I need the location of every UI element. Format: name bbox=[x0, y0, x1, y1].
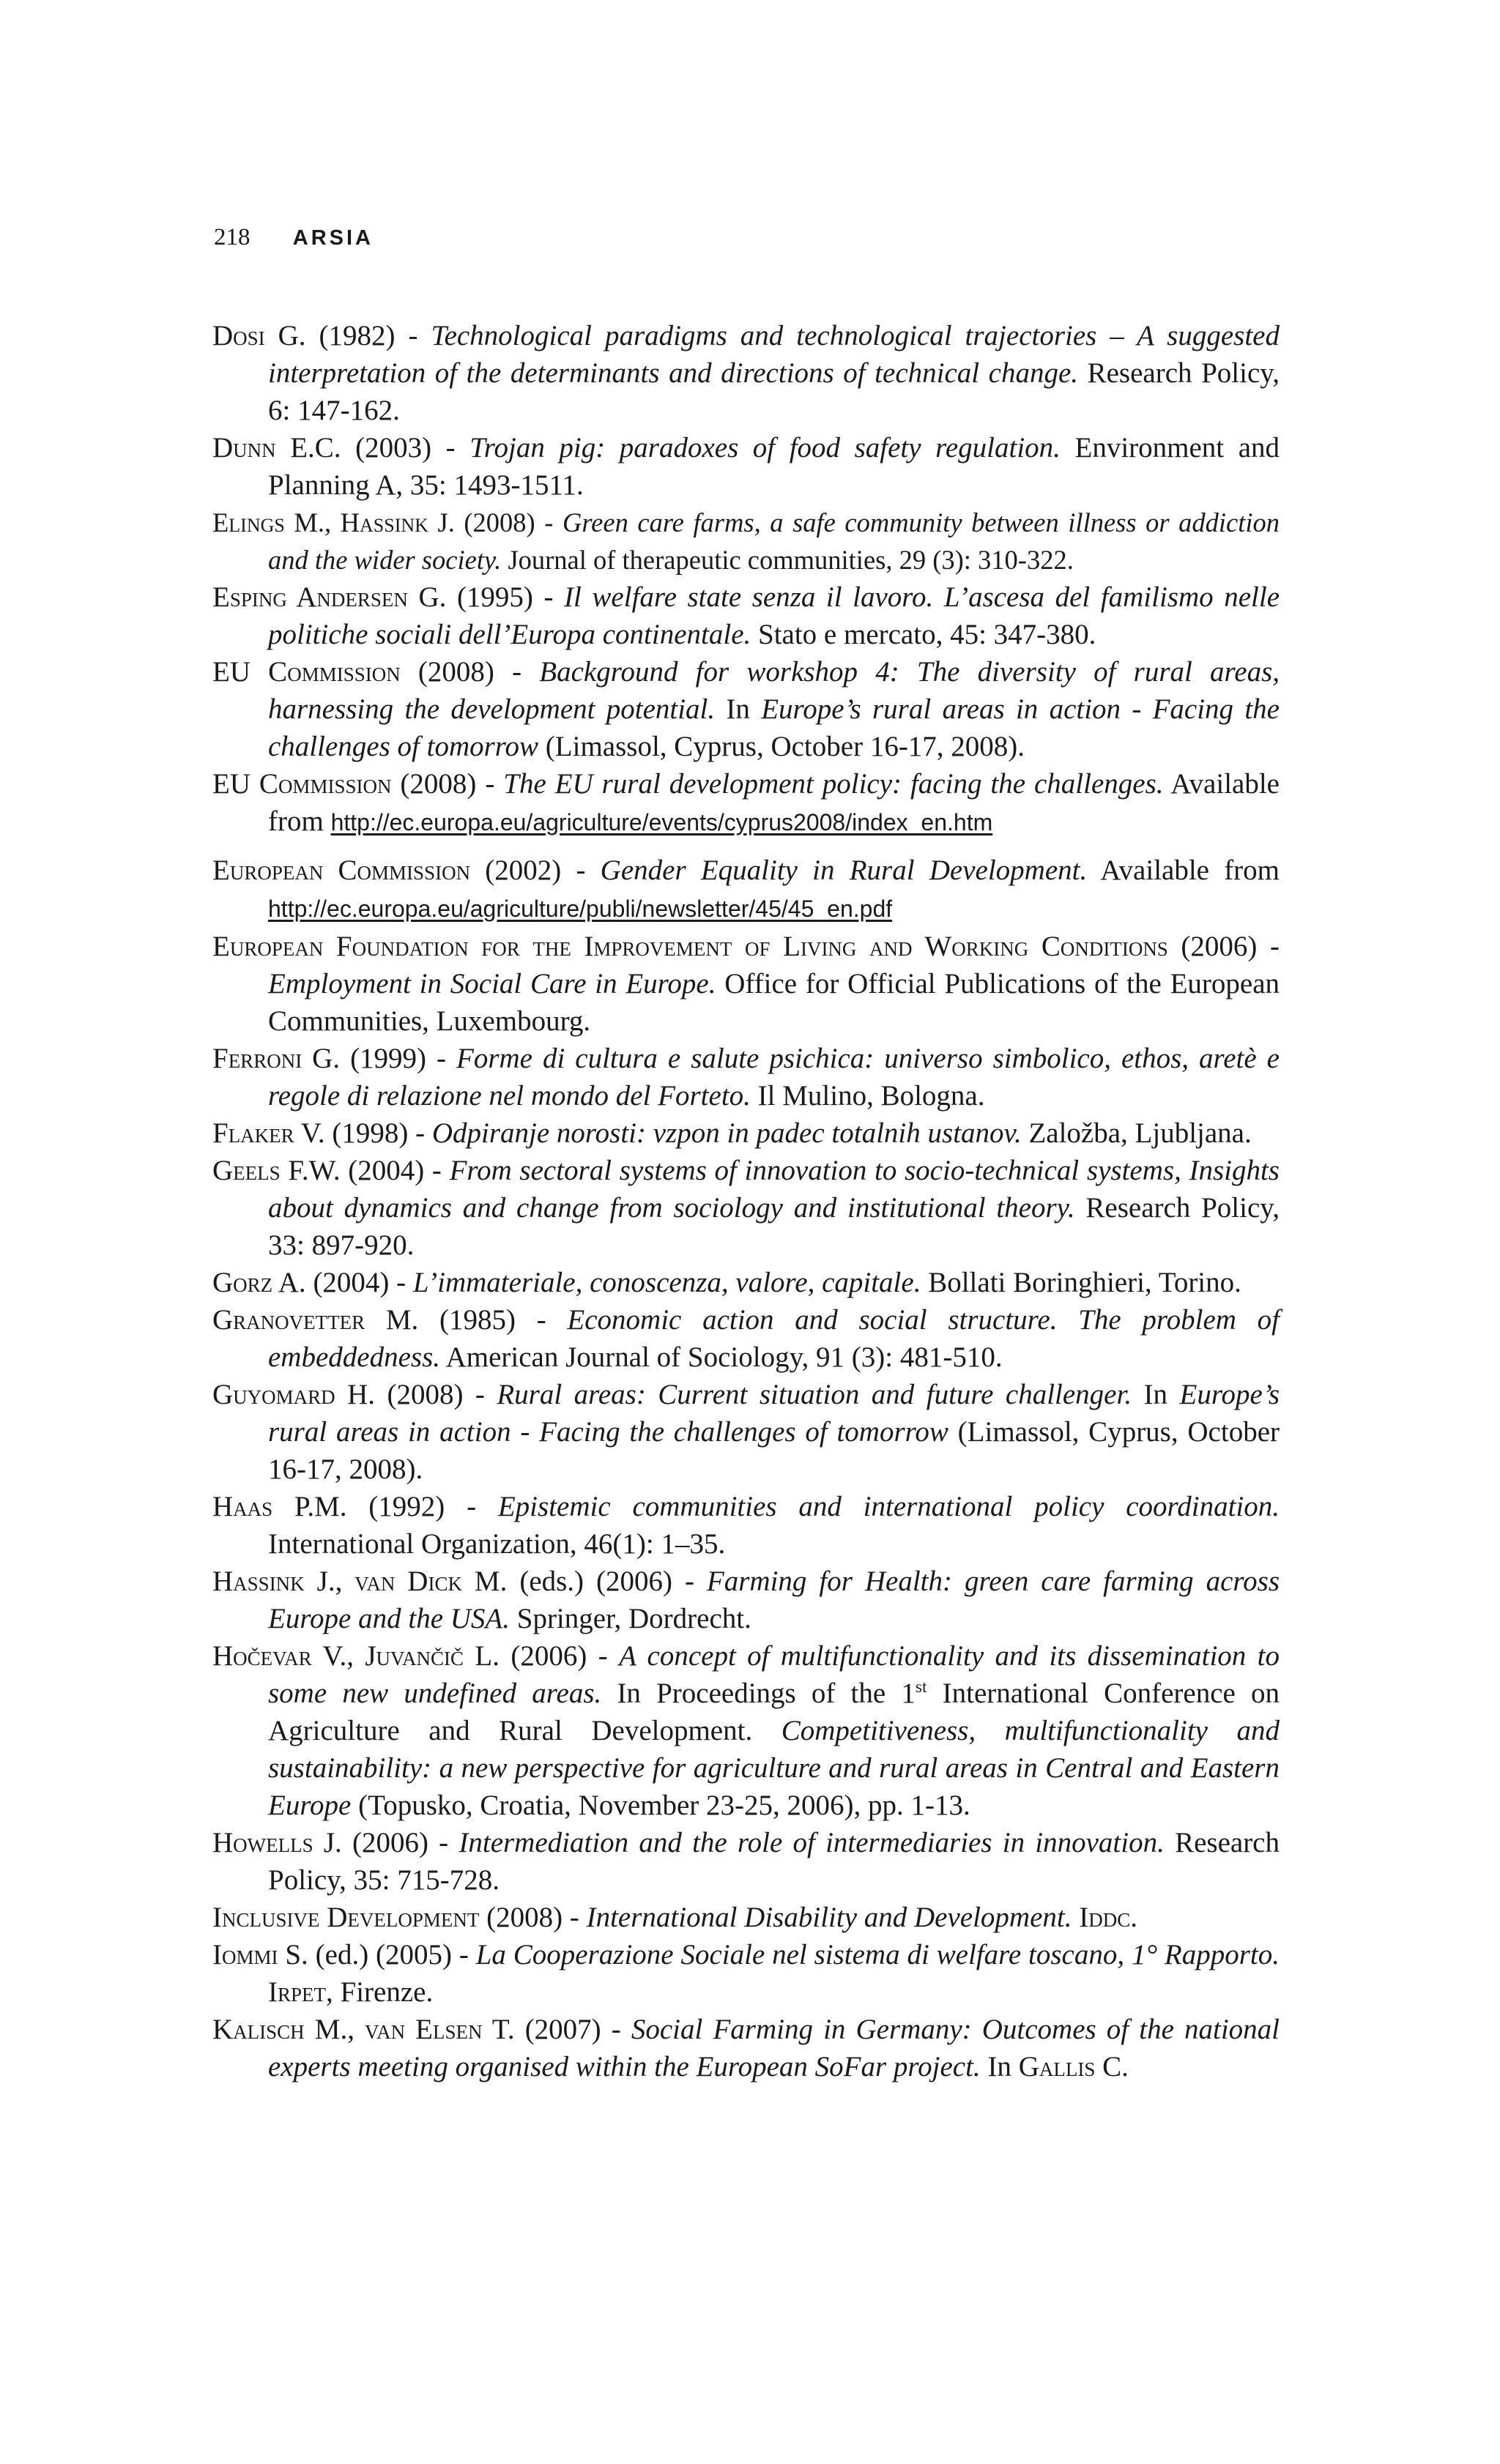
ref-author: Geels F.W. bbox=[212, 1155, 341, 1186]
ref-source: Office for Official Publications of the European Communities, Luxembourg. bbox=[268, 968, 1280, 1037]
reference-iommi bbox=[212, 1936, 1280, 2011]
reference-haas bbox=[212, 1488, 1280, 1563]
ref-title: International Disability and Development. bbox=[586, 1902, 1072, 1933]
ref-author: Kalisch M., van Elsen T. bbox=[212, 2014, 515, 2045]
page-number: 218 bbox=[214, 224, 250, 250]
ref-source: Založba, Ljubljana. bbox=[1021, 1117, 1252, 1149]
reference-esping-andersen bbox=[212, 578, 1280, 653]
ref-year: (eds.) (2006) - bbox=[507, 1566, 707, 1597]
ref-editor: Gallis C. bbox=[1018, 2051, 1129, 2083]
reference-howells bbox=[212, 1824, 1280, 1899]
ref-in: In bbox=[1132, 1379, 1180, 1410]
ref-source: Research Policy, 33: 897-920. bbox=[268, 1192, 1280, 1261]
ref-author: EU Commission bbox=[212, 768, 392, 800]
ref-year: (2002) - bbox=[470, 855, 601, 886]
ref-year: (2008) - bbox=[454, 507, 562, 537]
ref-source: Environment and Planning A, 35: 1493-1511. bbox=[268, 432, 1280, 501]
reference-elings bbox=[212, 504, 1280, 578]
ref-title: Economic action and social structure. The problem of embeddedness. bbox=[268, 1304, 1280, 1373]
ref-author: Dosi G. bbox=[212, 320, 306, 351]
ref-source: Il Mulino, Bologna. bbox=[750, 1080, 985, 1112]
ref-place: , Firenze. bbox=[326, 1976, 434, 2008]
reference-kalisch-van-elsen bbox=[212, 2011, 1280, 2085]
reference-inclusive-development bbox=[212, 1899, 1280, 1936]
ref-author: Guyomard H. bbox=[212, 1379, 376, 1410]
ref-year: (1985) - bbox=[418, 1304, 568, 1336]
ref-year: (2008) - bbox=[479, 1902, 587, 1933]
ref-author: European Foundation for the Improvement of Living and Working Conditions bbox=[212, 931, 1168, 962]
ref-author: Dunn E.C. bbox=[212, 432, 341, 464]
ref-year: (2004) - bbox=[340, 1155, 450, 1186]
ref-org: Iddc. bbox=[1079, 1902, 1137, 1933]
running-head bbox=[214, 223, 374, 253]
ref-year: (1999) - bbox=[340, 1043, 456, 1074]
ref-year: (2008) - bbox=[391, 768, 504, 800]
reference-hocevar-juvancic bbox=[212, 1637, 1280, 1824]
ref-author: Howells J. bbox=[212, 1827, 342, 1858]
ref-title: Technological paradigms and technological trajectories – A suggested interpretation of the determinants and directions of technical change. bbox=[268, 320, 1280, 389]
ref-source: Bollati Boringhieri, Torino. bbox=[921, 1267, 1241, 1298]
ref-title: A concept of multifunctionality and its dissemination to some new undefined areas. bbox=[268, 1640, 1280, 1709]
ref-author: Gorz A. bbox=[212, 1267, 306, 1298]
ref-author: Ferroni G. bbox=[212, 1043, 341, 1074]
reference-eu-commission-policy bbox=[212, 765, 1280, 841]
ref-source: (Limassol, Cyprus, October 16-17, 2008). bbox=[268, 1416, 1280, 1485]
ref-title: L’immateriale, conoscenza, valore, capitale. bbox=[412, 1267, 921, 1298]
ref-in: In Proceedings of the 1 bbox=[601, 1678, 916, 1709]
ref-title: Farming for Health: green care farming across Europe and the USA. bbox=[268, 1566, 1280, 1634]
ref-source: (Topusko, Croatia, November 23-25, 2006), pp. 1-13. bbox=[351, 1790, 970, 1821]
ref-year: (2006) - bbox=[1167, 931, 1280, 962]
ref-author: Iommi S. bbox=[212, 1939, 308, 1970]
ref-source: Available from bbox=[1087, 855, 1280, 886]
ref-author: Inclusive Development bbox=[212, 1902, 480, 1933]
ref-source: Research Policy, 35: 715-728. bbox=[268, 1827, 1280, 1896]
ref-source: American Journal of Sociology, 91 (3): 481-510. bbox=[440, 1341, 1003, 1373]
journal-name: ARSIA bbox=[292, 226, 374, 250]
ref-title: Gender Equality in Rural Development. bbox=[600, 855, 1088, 886]
ref-book-title: Competitiveness, multifunctionality and sustainability: a new perspective for agriculture and rural areas in Central and Eastern Europe bbox=[268, 1715, 1280, 1821]
ref-title: Green care farms, a safe community between illness or addiction and the wider society. bbox=[268, 507, 1280, 575]
reference-eu-commission-workshop bbox=[212, 653, 1280, 765]
ref-year: (2004) - bbox=[305, 1267, 413, 1298]
reference-guyomard bbox=[212, 1376, 1280, 1488]
ref-source: Springer, Dordrecht. bbox=[510, 1603, 751, 1634]
reference-european-commission-gender bbox=[212, 852, 1280, 928]
reference-dunn bbox=[212, 429, 1280, 504]
ref-year: (2006) - bbox=[341, 1827, 459, 1858]
ref-title: Intermediation and the role of intermediaries in innovation. bbox=[458, 1827, 1165, 1858]
reference-hassink-van-dick bbox=[212, 1563, 1280, 1637]
reference-gorz bbox=[212, 1264, 1280, 1301]
ref-title: Il welfare state senza il lavoro. L’ascesa del familismo nelle politiche sociali dell’Europa continentale. bbox=[268, 581, 1280, 650]
ref-ordinal-sup: st bbox=[915, 1678, 927, 1697]
ref-conference: International Conference on Agriculture and Rural Development. bbox=[268, 1678, 1280, 1746]
ref-author: Elings M., Hassink J. bbox=[212, 507, 455, 537]
ref-source: (Limassol, Cyprus, October 16-17, 2008). bbox=[538, 731, 1025, 762]
ref-in: In bbox=[980, 2051, 1019, 2083]
ref-author: European Commission bbox=[212, 855, 471, 886]
ref-source: Research Policy, 6: 147-162. bbox=[268, 357, 1280, 426]
reference-list bbox=[212, 317, 1280, 2085]
ref-author: Hassink J., van Dick M. bbox=[212, 1566, 508, 1597]
ref-author: EU Commission bbox=[212, 656, 401, 688]
ref-year: (2006) - bbox=[500, 1640, 620, 1672]
ref-title: The EU rural development policy: facing the challenges. bbox=[503, 768, 1164, 800]
ref-book-title: Europe’s rural areas in action - Facing the challenges of tomorrow bbox=[268, 1379, 1280, 1448]
ref-year: (ed.) (2005) - bbox=[308, 1939, 476, 1970]
ref-year: (1992) - bbox=[346, 1491, 498, 1522]
ref-title: La Cooperazione Sociale nel sistema di welfare toscano, 1° Rapporto. bbox=[475, 1939, 1280, 1970]
ref-title: From sectoral systems of innovation to socio-technical systems, Insights about dynamics and change from sociology and institutional theory. bbox=[268, 1155, 1280, 1224]
ref-author: Esping Andersen G. bbox=[212, 581, 447, 613]
reference-granovetter bbox=[212, 1301, 1280, 1376]
ref-year: (2008) - bbox=[375, 1379, 497, 1410]
ref-title: Employment in Social Care in Europe. bbox=[268, 968, 716, 1000]
ref-source: Stato e mercato, 45: 347-380. bbox=[751, 619, 1096, 650]
ref-title: Social Farming in Germany: Outcomes of the national experts meeting organised within the European SoFar project. bbox=[268, 2014, 1280, 2083]
ref-title: Trojan pig: paradoxes of food safety regulation. bbox=[469, 432, 1061, 464]
ref-book-title: Europe’s rural areas in action - Facing the challenges of tomorrow bbox=[268, 693, 1280, 762]
ref-year: (2007) - bbox=[514, 2014, 631, 2045]
ref-title: Odpiranje norosti: vzpon in padec totalnih ustanov. bbox=[431, 1117, 1022, 1149]
ref-year: (1982) - bbox=[305, 320, 431, 351]
ref-source: International Organization, 46(1): 1–35. bbox=[268, 1528, 726, 1560]
ref-year: (1995) - bbox=[446, 581, 565, 613]
ref-author: Hočevar V., Juvančič L. bbox=[212, 1640, 500, 1672]
ref-url-link[interactable]: http://ec.europa.eu/agriculture/publi/newsletter/45/45_en.pdf bbox=[268, 896, 893, 922]
reference-dosi bbox=[212, 317, 1280, 429]
ref-title: Forme di cultura e salute psichica: universo simbolico, ethos, aretè e regole di relazione nel mondo del Forteto. bbox=[268, 1043, 1280, 1112]
reference-geels bbox=[212, 1152, 1280, 1264]
ref-source: Journal of therapeutic communities, 29 (3): 310-322. bbox=[501, 545, 1074, 575]
ref-title: Epistemic communities and international policy coordination. bbox=[497, 1491, 1280, 1522]
ref-author: Haas P.M. bbox=[212, 1491, 347, 1522]
ref-author: Granovetter M. bbox=[212, 1304, 419, 1336]
ref-author: Flaker V. bbox=[212, 1117, 325, 1149]
ref-url-link[interactable]: http://ec.europa.eu/agriculture/events/cyprus2008/index_en.htm bbox=[330, 809, 993, 835]
ref-title: Rural areas: Current situation and future challenger. bbox=[497, 1379, 1132, 1410]
ref-title: Background for workshop 4: The diversity of rural areas, harnessing the development potential. bbox=[268, 656, 1280, 725]
reference-ferroni bbox=[212, 1040, 1280, 1114]
ref-space bbox=[1072, 1902, 1080, 1933]
ref-year: (2008) - bbox=[400, 656, 540, 688]
reference-european-foundation bbox=[212, 928, 1280, 1040]
reference-flaker bbox=[212, 1114, 1280, 1152]
ref-source: Available from bbox=[268, 768, 1280, 837]
ref-in: In bbox=[715, 693, 762, 725]
ref-year: (1998) - bbox=[324, 1117, 432, 1149]
ref-org: Irpet bbox=[268, 1976, 326, 2008]
ref-year: (2003) - bbox=[341, 432, 470, 464]
